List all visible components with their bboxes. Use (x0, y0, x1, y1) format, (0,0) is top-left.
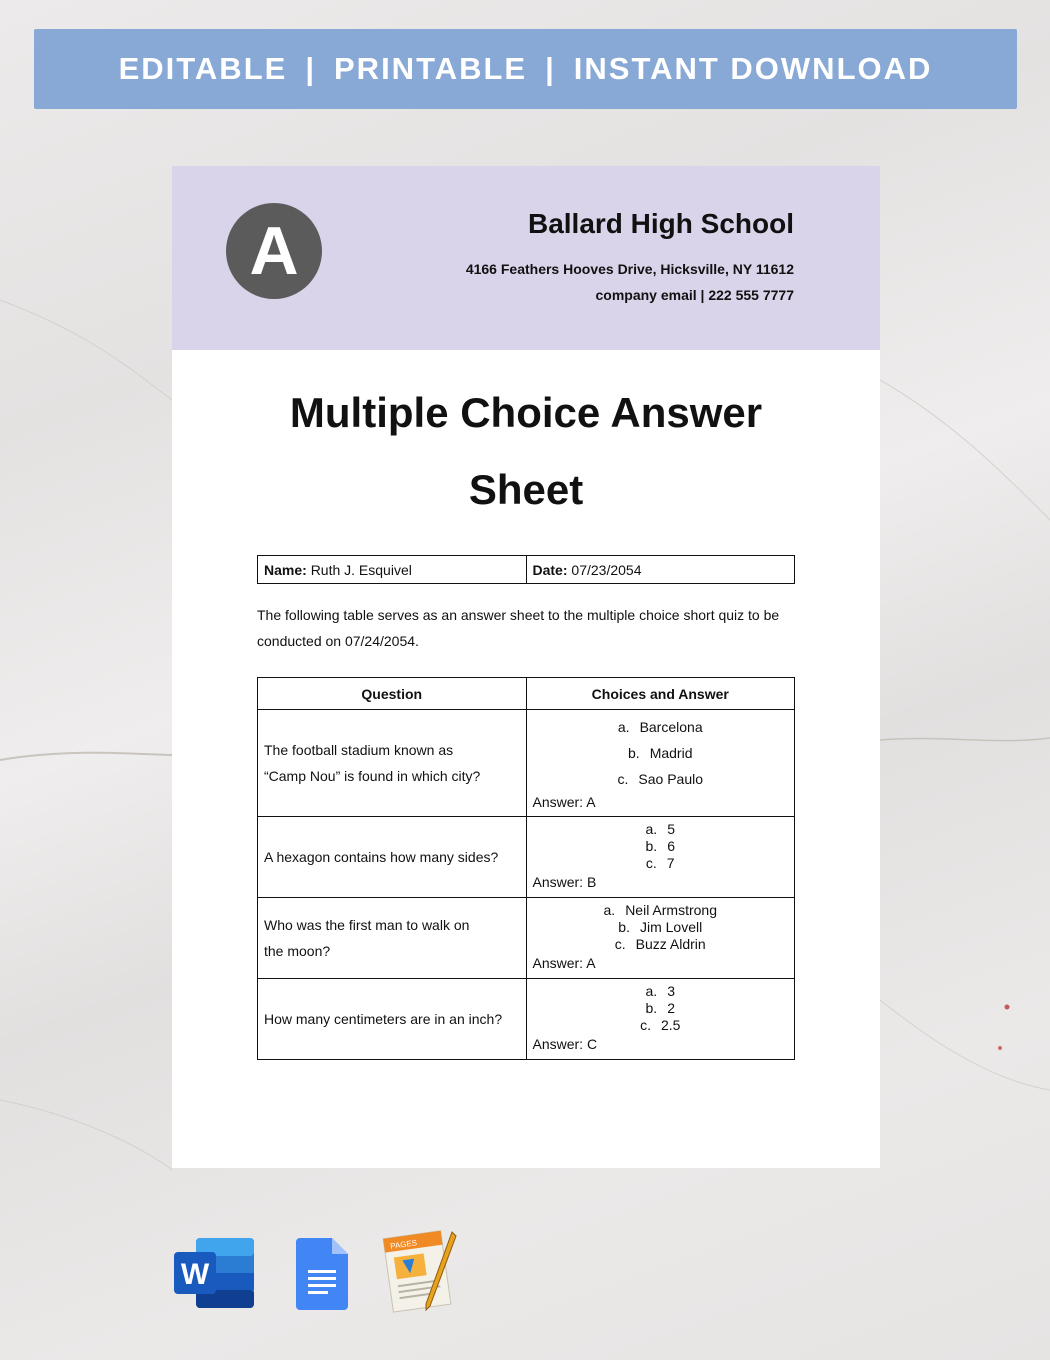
choice-text: 6 (667, 838, 675, 854)
choice-text: 2 (667, 1000, 675, 1016)
choice-letter: a. (645, 821, 658, 837)
question-cell (258, 898, 527, 979)
answer-table (257, 677, 795, 1060)
date-cell (526, 556, 795, 584)
choice-item (533, 919, 789, 936)
choice-letter: b. (645, 1000, 658, 1016)
choice-item (533, 821, 789, 838)
question-text: The football stadium known as (264, 742, 454, 758)
column-header-question: Question (258, 678, 527, 710)
choice-text: 3 (667, 983, 675, 999)
choice-text: Jim Lovell (639, 919, 703, 935)
choice-letter: c. (617, 771, 629, 787)
choice-text: Barcelona (639, 719, 703, 735)
name-cell (258, 556, 527, 584)
choice-item (533, 936, 789, 953)
question-cell (258, 979, 527, 1060)
banner-item-printable: PRINTABLE (334, 51, 528, 86)
choices-cell (526, 979, 795, 1060)
title-line-2: Sheet (468, 466, 584, 513)
choice-text: 5 (667, 821, 675, 837)
google-docs-icon[interactable] (296, 1238, 348, 1310)
banner-item-instant-download: INSTANT DOWNLOAD (573, 51, 933, 86)
document-header (172, 166, 880, 350)
choice-item (533, 1017, 789, 1034)
choice-text: Neil Armstrong (625, 902, 717, 918)
choice-item (533, 740, 789, 766)
word-letter: W (180, 1258, 210, 1291)
date-value: 07/23/2054 (571, 561, 642, 578)
choice-letter: a. (617, 719, 630, 735)
pages-label: PAGES (389, 1238, 418, 1251)
choice-letter: c. (645, 855, 657, 871)
table-row (258, 710, 795, 817)
choices-cell (526, 898, 795, 979)
question-cell (258, 817, 527, 898)
column-header-choices: Choices and Answer (526, 678, 795, 710)
choice-list (533, 821, 789, 872)
question-cell (258, 710, 527, 817)
question-text: A hexagon contains how many sides? (264, 849, 499, 865)
date-label: Date: (532, 561, 568, 578)
question-text: the moon? (264, 943, 331, 959)
choice-text: Buzz Aldrin (635, 936, 706, 952)
school-logo: A (226, 203, 322, 299)
document-sheet (172, 166, 880, 1168)
table-row (258, 979, 795, 1060)
choice-letter: b. (628, 745, 640, 761)
choice-list (533, 714, 789, 792)
school-name: Ballard High School (527, 208, 794, 239)
answer-text: Answer: B (532, 874, 597, 890)
intro-paragraph: The following table serves as an answer sheet to the multiple choice short quiz to be conducted on 07/24/2054. (257, 607, 780, 649)
apple-pages-icon[interactable] (382, 1228, 458, 1314)
choices-cell (526, 817, 795, 898)
choice-item (533, 902, 789, 919)
table-row (258, 817, 795, 898)
choice-item (533, 855, 789, 872)
name-value: Ruth J. Esquivel (310, 561, 412, 578)
choice-text: 7 (666, 855, 675, 871)
question-text: Who was the first man to walk on (264, 917, 470, 933)
choice-item (533, 983, 789, 1000)
choice-text: Madrid (649, 745, 693, 761)
banner-item-editable: EDITABLE (118, 51, 288, 86)
question-text: “Camp Nou” is found in which city? (264, 768, 481, 784)
choice-item (533, 714, 789, 740)
choice-list (533, 902, 789, 953)
answer-text: Answer: A (532, 794, 596, 810)
banner-separator: | (305, 51, 316, 86)
answer-text: Answer: A (532, 955, 596, 971)
table-row (258, 898, 795, 979)
choice-letter: a. (645, 983, 658, 999)
school-contact: company email | 222 555 7777 (595, 287, 794, 303)
choice-item (533, 1000, 789, 1017)
microsoft-word-icon[interactable] (174, 1238, 254, 1310)
choices-cell (526, 710, 795, 817)
document-title (232, 374, 820, 528)
choice-text: Sao Paulo (638, 771, 703, 787)
choice-item (533, 838, 789, 855)
choice-list (533, 983, 789, 1034)
choice-letter: b. (618, 919, 630, 935)
choice-text: 2.5 (660, 1017, 681, 1033)
choice-item (533, 766, 789, 792)
student-info-table (257, 555, 795, 584)
name-label: Name: (264, 561, 307, 578)
answer-text: Answer: C (532, 1036, 598, 1052)
choice-letter: c. (640, 1017, 651, 1033)
choice-letter: a. (603, 902, 616, 918)
title-line-1: Multiple Choice Answer (289, 389, 763, 436)
school-address: 4166 Feathers Hooves Drive, Hicksville, NY 11612 (465, 261, 794, 277)
choice-letter: b. (645, 838, 658, 854)
feature-banner (34, 29, 1017, 109)
question-text: How many centimeters are in an inch? (264, 1011, 503, 1027)
choice-letter: c. (614, 936, 626, 952)
banner-separator: | (545, 51, 556, 86)
